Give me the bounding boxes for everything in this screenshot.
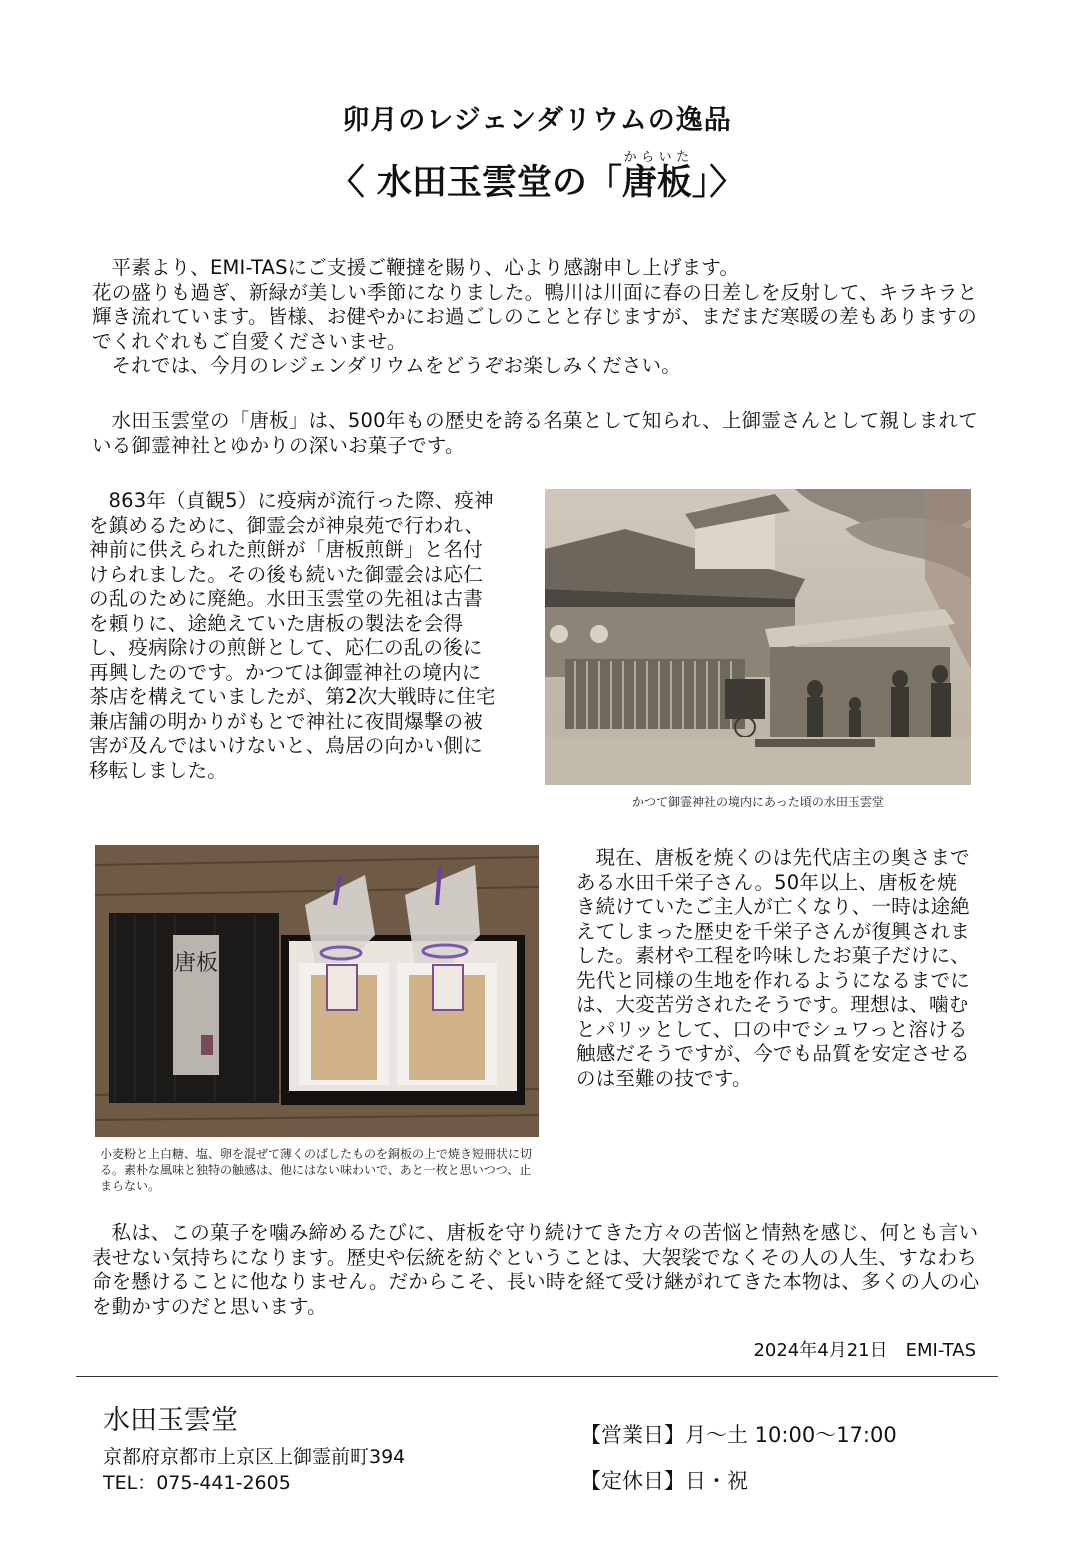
history-paragraph: 863年（貞観5）に疫病が流行った際、疫神を鎮めるために、御霊会が神泉苑で行われ、神前に供えられた煎餅が「唐板煎餅」と名付けられました。その後も続いた御霊会は応仁の乱のために廃絶。水田玉雲堂の先祖は古書を頼りに、途絶えていた唐板の製法を会得し、疫病除けの煎餅として、応仁の乱の後に再興したのです。かつては御霊神社の境内に茶店を構えていましたが、第2次大戦時に住宅兼店舗の明かりがもとで神社に夜間爆撃の被害が及んではいけないと、鳥居の向かい側に移転しました。: [89, 489, 496, 782]
signature-date: 2024年4月21日 EMI-TAS: [753, 1340, 976, 1361]
title-ruby: からいた: [621, 150, 692, 165]
shop-hours-block: [580, 1412, 897, 1504]
closed-days: 【定休日】日・祝: [580, 1469, 748, 1493]
page-title: [0, 150, 1074, 215]
shop-name: 水田玉雲堂: [103, 1405, 238, 1436]
intro-line-1: 平素より、EMI-TASにご支援ご鞭撻を賜り、心より感謝申し上げます。: [111, 256, 740, 279]
closing-paragraph: 私は、この菓子を噛み締めるたびに、唐板を守り続けてきた方々の苦悩と情熱を感じ、何とも言い表せない気持ちになります。歴史や伝統を紡ぐということは、大袈裟でなくその人の人生、すなわち命を懸けることに他なりません。だからこそ、長い時を経て受け継がれてきた本物は、多くの人の心を動かすのだと思います。: [92, 1221, 980, 1318]
box-label-text: 唐板: [173, 951, 219, 976]
page-subtitle: 卯月のレジェンダリウムの逸品: [342, 105, 732, 136]
product-photo: [95, 845, 539, 1137]
open-days: 【営業日】月〜土 10:00〜17:00: [580, 1423, 897, 1447]
intro-paragraph: [92, 256, 982, 379]
title-close: 」〉: [691, 163, 745, 203]
title-open: 〈 水田玉雲堂の「: [329, 163, 622, 203]
shop-address-block: [103, 1444, 405, 1496]
shop-address: 京都府京都市上京区上御霊前町394: [103, 1446, 406, 1468]
old-shop-photo: [545, 489, 971, 785]
old-shop-caption: かつて御霊神社の境内にあった頃の水田玉雲堂: [632, 795, 884, 809]
shop-tel: TEL：075-441-2605: [103, 1472, 291, 1494]
title-keyword: 唐板からいた: [621, 150, 692, 203]
intro-line-2: 花の盛りも過ぎ、新緑が美しい季節になりました。鴨川は川面に春の日差しを反射して、キラキラと輝き流れています。皆様、お健やかにお過ごしのことと存じますが、まだまだ寒暖の差もありますのでくれぐれもご自愛くださいませ。: [92, 280, 978, 353]
present-paragraph: 現在、唐板を焼くのは先代店主の奥さまである水田千栄子さん。50年以上、唐板を焼き続けていたご主人が亡くなり、一時は途絶えてしまった歴史を千栄子さんが復興されました。素材や工程を吟味したお菓子だけに、先代と同様の生地を作れるようになるまでには、大変苦労されたそうです。理想は、噛むとパリッとして、口の中でシュワっと溶ける触感だそうですが、今でも品質を安定させるのは至難の技です。: [576, 846, 971, 1090]
footer-divider: [76, 1376, 998, 1377]
history-intro-paragraph: 水田玉雲堂の「唐板」は、500年もの歴史を誇る名菓として知られ、上御霊さんとして親しまれている御霊神社とゆかりの深いお菓子です。: [92, 409, 978, 457]
intro-line-3: それでは、今月のレジェンダリウムをどうぞお楽しみください。: [111, 354, 681, 377]
product-caption: 小麦粉と上白糖、塩、卵を混ぜて薄くのばしたものを銅板の上で焼き短冊状に切る。素朴な風味と独特の触感は、他にはない味わいで、あと一枚と思いつつ、止まらない。: [100, 1147, 533, 1193]
